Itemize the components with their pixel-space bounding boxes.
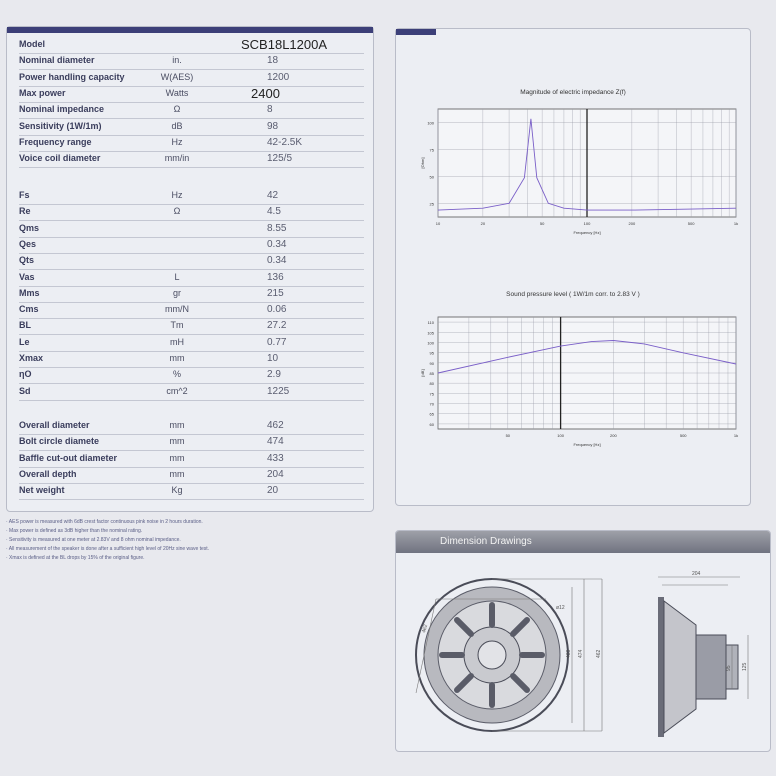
spec-unit: in. [172,55,182,66]
spec-row [19,383,364,401]
spec-unit: Ω [173,206,181,217]
footnotes [6,518,366,563]
spec-row [19,433,364,451]
y-axis-label: [dB] [420,369,425,377]
spec-value: 433 [267,452,284,464]
x-tick-label: 50 [539,221,545,226]
spec-value: 42 [267,190,279,201]
spec-name: Fs [19,190,30,200]
y-tick-label: 65 [429,411,434,417]
spec-unit: mm/N [165,304,189,315]
spec-name: Sensitivity (1W/1m) [19,120,102,131]
spec-row [19,85,364,103]
y-tick-label: 60 [429,421,434,427]
spec-value: 2.9 [267,369,281,381]
x-tick-label: 50 [505,433,511,438]
spec-unit: Tm [170,320,184,331]
spec-row [19,69,364,87]
spec-row [19,285,364,303]
y-tick-label: 105 [427,330,434,336]
footnote: · AES power is measured with 6dB crest factor continuous pink noise in 2 hours duration. [6,519,203,525]
spec-value: 0.34 [267,238,287,250]
y-tick-label: 85 [429,371,434,376]
dimension-header [396,531,770,553]
spec-name: Qes [19,238,37,249]
spec-unit: mm [169,353,185,363]
spec-unit: dB [171,120,183,131]
spec-table-panel [6,26,374,512]
spec-row [19,150,364,168]
spec-value: 474 [267,436,284,448]
spec-unit: Hz [171,190,183,200]
spec-name: Max power [19,87,66,98]
dim-label-125: 125 [742,662,748,671]
x-tick-label: 100 [583,221,591,226]
spec-value: 8 [267,104,273,116]
x-tick-label: 20 [480,221,486,226]
dim-label-diag: 462 [421,623,430,634]
spec-name: Xmax [19,353,44,363]
spec-name: Nominal impedance [19,104,105,115]
y-tick-label: 95 [429,350,434,356]
spl-chart [406,305,746,461]
spec-row [19,417,364,435]
spec-value: 0.06 [267,304,287,316]
dimension-drawing [396,553,770,749]
spec-name: Frequency range [19,136,92,147]
y-tick-label: 100 [427,120,434,126]
spec-name: Vas [19,271,35,282]
spec-row [19,101,364,119]
spec-value: 2400 [251,85,280,101]
spec-unit: mm/in [164,153,190,164]
footnote: · Max power is defined as 3dB higher than the nominal rating. [6,528,143,534]
y-tick-label: 90 [429,360,434,366]
spec-row [19,252,364,270]
y-tick-label: 70 [429,401,434,407]
spec-unit: mm [169,468,185,479]
dim-label-hole: ø12 [556,605,565,611]
spec-unit: gr [172,287,181,298]
spec-row [19,482,364,500]
spec-row [19,134,364,152]
panel-top-strip [7,27,373,33]
spec-value: 98 [267,120,279,132]
spec-name: Cms [19,304,39,315]
spec-value: 1200 [267,71,290,83]
side-view [658,571,748,737]
spec-value: 0.34 [267,255,287,267]
spec-unit: Hz [171,136,183,147]
spec-row [19,350,364,368]
spec-name: ηO [19,369,32,380]
spec-value: 1225 [267,385,290,397]
x-tick-label: 10 [435,221,441,226]
spec-unit: mm [169,452,185,463]
spec-name: Le [19,336,30,347]
spec-unit: % [172,369,181,380]
y-tick-label: 75 [429,147,434,153]
spec-name: Sd [19,385,31,396]
spec-row [19,36,364,54]
x-tick-label: 1k [733,221,739,226]
spec-name: Re [19,206,31,217]
spec-name: Qts [19,255,35,266]
x-tick-label: 200 [610,433,617,438]
spec-row [19,236,364,254]
y-tick-label: 25 [429,201,434,207]
spec-value: 125/5 [267,153,293,165]
y-tick-label: 50 [429,174,434,180]
x-axis-label: Frequency [Hz] [573,230,601,235]
spec-row [19,269,364,287]
spec-name: Voice coil diameter [19,153,101,164]
dim-label-433: 433 [566,649,572,658]
x-tick-label: 100 [557,433,564,438]
footnote: · Xmax is defined at the BL drops by 15% of the original figure. [6,555,145,561]
dim-label-95: 95 [726,665,732,671]
y-axis-label: [Ohm] [420,157,425,169]
dimension-title: Dimension Drawings [440,536,532,547]
spec-name: Nominal diameter [19,55,95,66]
y-tick-label: 80 [429,381,434,387]
spec-name: Model [19,39,45,49]
x-tick-label: 200 [628,221,636,226]
impedance-chart [406,99,746,249]
spec-row [19,301,364,319]
y-tick-label: 100 [427,340,434,346]
spec-name: Overall depth [19,468,77,479]
spec-value: 20 [267,485,279,497]
spec-name: BL [19,320,31,331]
footnote: · Sensitivity is measured at one meter at 2.83V and 8 ohm nominal impedance. [6,537,181,543]
spec-unit: mH [170,336,184,347]
spec-value: 27.2 [267,320,287,332]
impedance-plot-title: Magnitude of electric impedance Z(f) [520,89,626,96]
front-view [416,579,602,731]
spec-name: Overall diameter [19,420,90,430]
spec-value: 42-2.5K [267,136,303,148]
dim-label-474: 474 [578,649,584,658]
y-tick-label: 75 [429,391,434,397]
spec-value: 462 [267,420,284,431]
dim-label-204: 204 [692,571,701,577]
panel-top-strip [396,29,436,35]
x-tick-label: 1k [733,433,739,438]
spec-row [19,220,364,238]
spec-unit: Ω [173,104,181,115]
spec-row [19,203,364,221]
spec-name: Power handling capacity [19,71,125,82]
spl-plot-title: Sound pressure level ( 1W/1m corr. to 2.83 V ) [506,291,640,298]
spec-name: Qms [19,222,40,233]
spec-value: 18 [267,55,279,67]
spec-unit: mm [169,436,185,447]
y-tick-label: 110 [427,320,434,326]
spec-name: Bolt circle diamete [19,436,100,447]
x-axis-label: Frequency [Hz] [573,442,601,447]
spec-unit: L [174,271,180,282]
spec-value: 8.55 [267,222,287,234]
spec-row [19,366,364,384]
spec-value: 4.5 [267,206,281,218]
spec-unit: mm [169,420,185,430]
footnote: · All measurement of the speaker is done after a sufficient high level of 20Hz sine wave test. [6,546,210,552]
spec-unit: Kg [171,485,183,496]
spec-row [19,187,364,205]
dimension-panel [395,530,771,752]
spec-row [19,334,364,352]
spec-row [19,466,364,484]
spec-value: 10 [267,353,279,364]
spec-name: Net weight [19,485,65,496]
spec-row [19,52,364,70]
spec-row [19,118,364,136]
spec-value: 0.77 [267,336,287,348]
spec-row [19,450,364,468]
dim-label-462: 462 [596,649,602,658]
spec-name: Baffle cut-out diameter [19,452,118,463]
spec-row [19,317,364,335]
spec-value: 215 [267,287,284,299]
x-tick-label: 500 [679,433,687,438]
x-tick-label: 500 [687,221,695,226]
spec-value: 136 [267,271,284,283]
spec-unit: Watts [165,87,189,98]
spec-value: 204 [267,468,284,480]
spec-value: SCB18L1200A [241,37,328,52]
spec-name: Mms [19,287,40,298]
plots-panel [395,28,751,506]
spec-unit: W(AES) [160,71,194,82]
spec-unit: cm^2 [166,385,188,396]
